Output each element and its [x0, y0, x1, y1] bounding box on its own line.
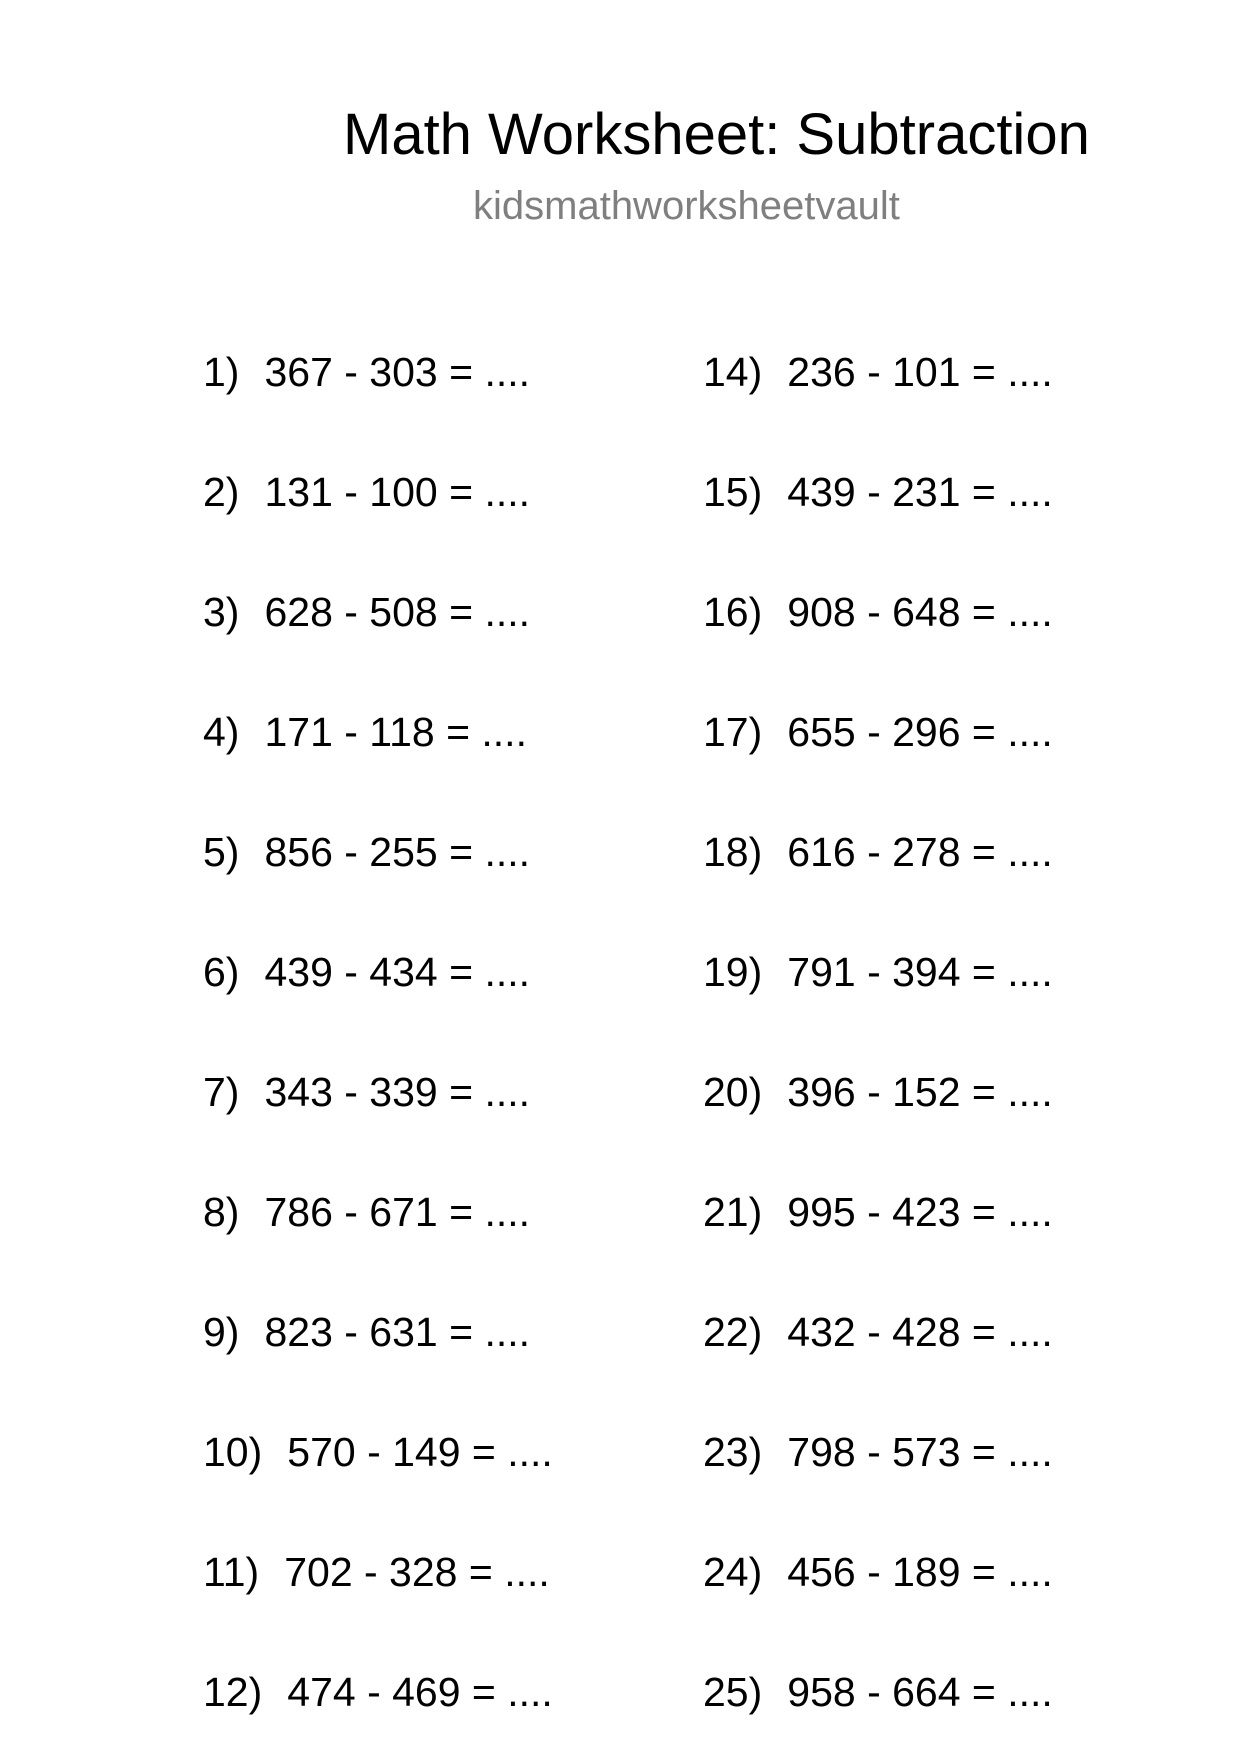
problem-item	[703, 1306, 1053, 1358]
problem-item	[703, 466, 1053, 518]
problem-number: 22)	[703, 1309, 763, 1355]
problem-expression: 823 - 631 = ....	[264, 1309, 531, 1355]
problem-number: 18)	[703, 829, 763, 875]
problem-item	[203, 1066, 530, 1118]
problem-number: 7)	[203, 1069, 240, 1115]
problem-number: 8)	[203, 1189, 240, 1235]
problem-number: 9)	[203, 1309, 240, 1355]
problem-expression: 628 - 508 = ....	[264, 589, 531, 635]
page-title: Math Worksheet: Subtraction	[343, 102, 1090, 167]
problem-number: 12)	[203, 1669, 263, 1715]
problem-expression: 474 - 469 = ....	[287, 1669, 553, 1715]
problem-expression: 798 - 573 = ....	[787, 1429, 1053, 1475]
problem-expression: 856 - 255 = ....	[264, 829, 531, 875]
problem-expression: 702 - 328 = ....	[284, 1549, 550, 1595]
problem-item	[703, 826, 1053, 878]
problem-number: 3)	[203, 589, 240, 635]
problem-expression: 786 - 671 = ....	[264, 1189, 531, 1235]
problem-item	[703, 346, 1053, 398]
problem-item	[203, 586, 530, 638]
problem-expression: 343 - 339 = ....	[264, 1069, 531, 1115]
problem-number: 21)	[703, 1189, 763, 1235]
problem-number: 10)	[203, 1429, 263, 1475]
problem-expression: 456 - 189 = ....	[787, 1549, 1053, 1595]
problem-number: 19)	[703, 949, 763, 995]
page-subtitle: kidsmathworksheetvault	[473, 184, 900, 228]
problem-number: 15)	[703, 469, 763, 515]
problem-item	[703, 1066, 1053, 1118]
problem-expression: 439 - 231 = ....	[787, 469, 1053, 515]
problem-number: 6)	[203, 949, 240, 995]
problem-number: 17)	[703, 709, 763, 755]
problem-item	[703, 706, 1053, 758]
problem-item	[203, 946, 530, 998]
problem-item	[203, 826, 530, 878]
problem-item	[203, 466, 530, 518]
problem-expression: 908 - 648 = ....	[787, 589, 1053, 635]
problem-expression: 791 - 394 = ....	[787, 949, 1053, 995]
problem-number: 20)	[703, 1069, 763, 1115]
problem-expression: 995 - 423 = ....	[787, 1189, 1053, 1235]
problem-expression: 570 - 149 = ....	[287, 1429, 553, 1475]
problem-expression: 616 - 278 = ....	[787, 829, 1053, 875]
problem-item	[703, 1426, 1053, 1478]
problem-item	[203, 1426, 553, 1478]
problem-expression: 367 - 303 = ....	[264, 349, 531, 395]
problem-item	[703, 1546, 1053, 1598]
problem-item	[703, 1666, 1053, 1718]
problem-expression: 655 - 296 = ....	[787, 709, 1053, 755]
problem-expression: 432 - 428 = ....	[787, 1309, 1053, 1355]
problem-item	[203, 1186, 530, 1238]
problem-item	[203, 346, 530, 398]
problem-item	[203, 706, 527, 758]
problem-number: 24)	[703, 1549, 763, 1595]
problem-item	[703, 586, 1053, 638]
problem-number: 2)	[203, 469, 240, 515]
problem-item	[203, 1666, 553, 1718]
problem-item	[203, 1546, 550, 1598]
problem-expression: 396 - 152 = ....	[787, 1069, 1053, 1115]
problem-number: 25)	[703, 1669, 763, 1715]
problem-number: 5)	[203, 829, 240, 875]
problem-number: 4)	[203, 709, 240, 755]
problem-expression: 439 - 434 = ....	[264, 949, 531, 995]
problem-expression: 236 - 101 = ....	[787, 349, 1053, 395]
problem-item	[703, 946, 1053, 998]
problem-expression: 171 - 118 = ....	[264, 709, 527, 755]
problem-number: 14)	[703, 349, 763, 395]
problem-item	[203, 1306, 530, 1358]
problem-expression: 958 - 664 = ....	[787, 1669, 1053, 1715]
problem-number: 23)	[703, 1429, 763, 1475]
problem-number: 11)	[203, 1549, 260, 1595]
problem-number: 1)	[203, 349, 240, 395]
problem-item	[703, 1186, 1053, 1238]
problem-number: 16)	[703, 589, 763, 635]
problem-expression: 131 - 100 = ....	[264, 469, 531, 515]
